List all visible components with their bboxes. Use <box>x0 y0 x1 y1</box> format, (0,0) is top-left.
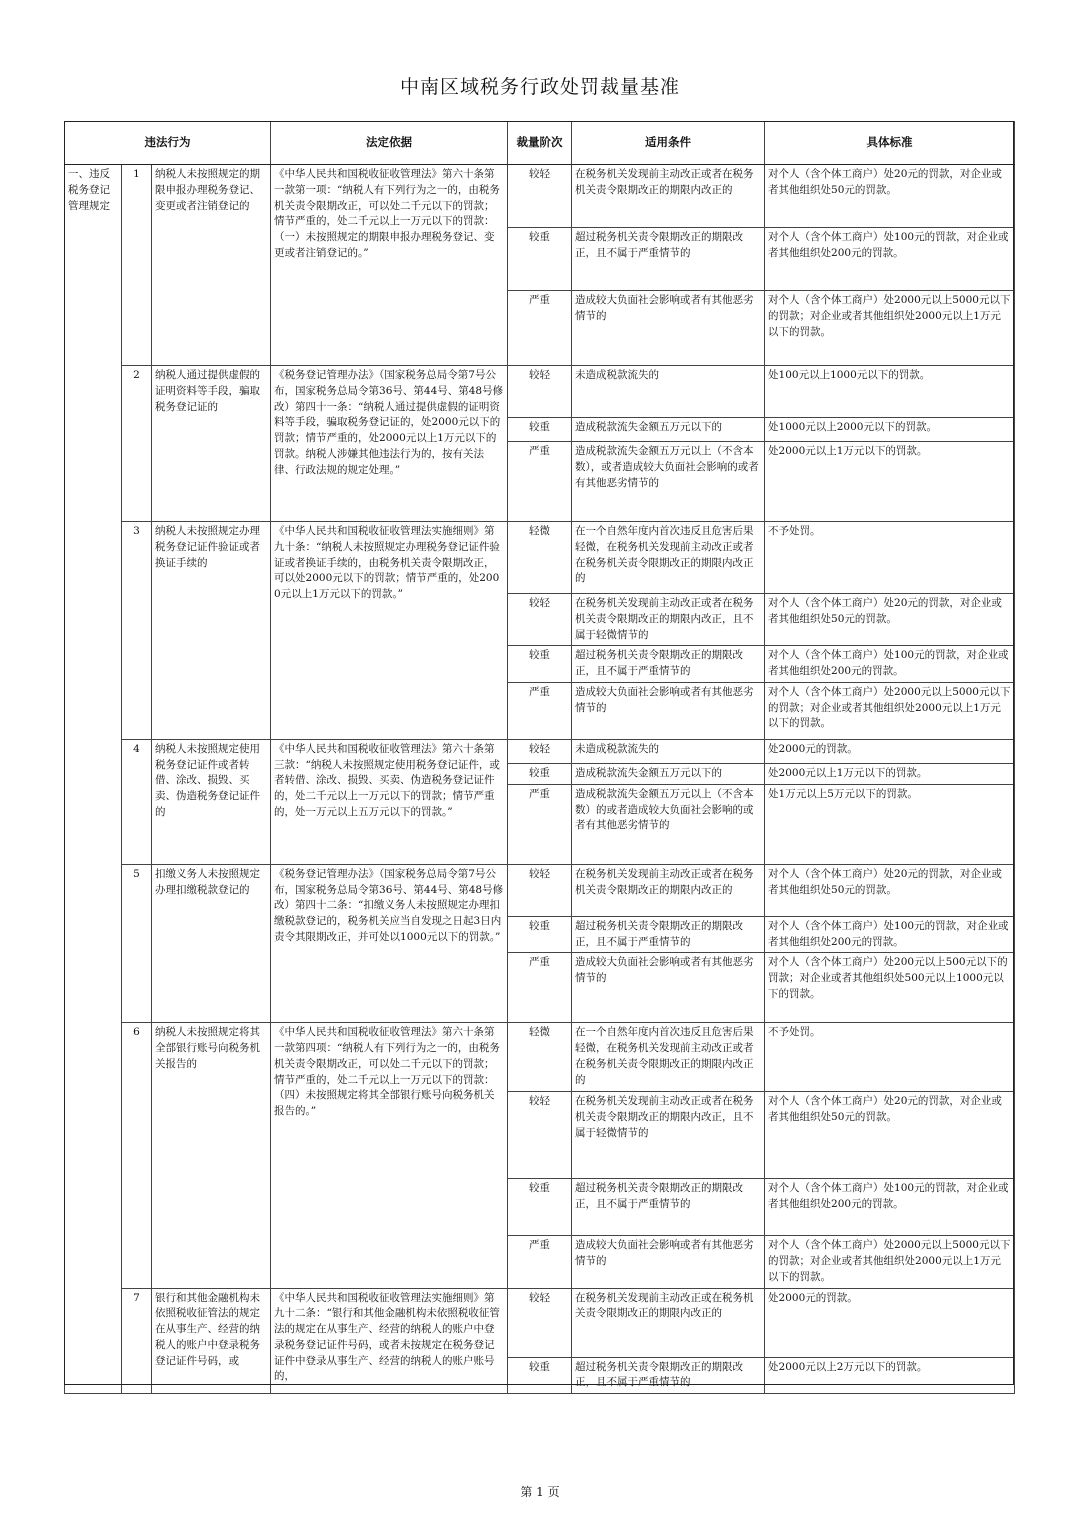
item-number: 5 <box>122 864 152 1023</box>
level-cell: 轻微 <box>508 522 572 594</box>
condition-cell: 在税务机关发现前主动改正或者在税务机关责令限期改正的期限内改正，且不属于轻微情节的 <box>572 1092 765 1179</box>
condition-cell: 造成较大负面社会影响或者有其他恶劣情节的 <box>572 953 765 1023</box>
table-row <box>65 165 1015 228</box>
level-cell: 较重 <box>508 646 572 683</box>
level-cell: 严重 <box>508 953 572 1023</box>
standard-cell: 不予处罚。 <box>765 522 1015 594</box>
item-number: 7 <box>122 1288 152 1394</box>
standard-cell: 处2000元的罚款。 <box>765 1288 1015 1357</box>
condition-cell: 超过税务机关责令限期改正的期限改正，且不属于严重情节的 <box>572 916 765 953</box>
standard-cell: 不予处罚。 <box>765 1023 1015 1092</box>
page-title: 中南区域税务行政处罚裁量基准 <box>399 76 680 98</box>
basis-cell: 《中华人民共和国税收征收管理法实施细则》第九十二条：“银行和其他金融机构未依照税收征管法的规定在从事生产、经营的纳税人的账户中登录税务登记证件号码，或者未按规定在税务登记证件中登录从事生产、经营的纳税人的账户账号的， <box>271 1288 508 1394</box>
table-row <box>65 864 1015 916</box>
standard-cell: 对个人（含个体工商户）处2000元以上5000元以下的罚款；对企业或者其他组织处2000元以上1万元以下的罚款。 <box>765 682 1015 739</box>
level-cell: 严重 <box>508 442 572 522</box>
basis-cell: 《税务登记管理办法》（国家税务总局令第7号公布，国家税务总局令第36号、第44号、第48号修改）第四十二条：“扣缴义务人未按照规定办理扣缴税款登记的，税务机关应当自发现之日起3日内责令其限期改正，并可处以1000元以下的罚款。” <box>271 864 508 1023</box>
item-number: 6 <box>122 1023 152 1288</box>
standard-cell: 对个人（含个体工商户）处20元的罚款，对企业或者其他组织处50元的罚款。 <box>765 864 1015 916</box>
condition-cell: 造成较大负面社会影响或者有其他恶劣情节的 <box>572 291 765 366</box>
behavior-cell: 纳税人未按照规定办理税务登记证件验证或者换证手续的 <box>152 522 271 740</box>
standard-cell: 处2000元以上2万元以下的罚款。 <box>765 1357 1015 1394</box>
behavior-cell: 纳税人未按照规定使用税务登记证件或者转借、涂改、损毁、买卖、伪造税务登记证件的 <box>152 739 271 864</box>
standard-cell: 对个人（含个体工商户）处2000元以上5000元以下的罚款；对企业或者其他组织处2000元以上1万元以下的罚款。 <box>765 291 1015 366</box>
condition-cell: 造成税款流失金额五万元以上（不含本数），或者造成较大负面社会影响的或者有其他恶劣情节的 <box>572 442 765 522</box>
level-cell: 较重 <box>508 763 572 784</box>
level-cell: 较重 <box>508 1357 572 1394</box>
condition-cell: 超过税务机关责令限期改正的期限改正，且不属于严重情节的 <box>572 1179 765 1236</box>
level-cell: 较轻 <box>508 594 572 646</box>
standard-cell: 对个人（含个体工商户）处20元的罚款，对企业或者其他组织处50元的罚款。 <box>765 594 1015 646</box>
level-cell: 较重 <box>508 418 572 442</box>
header-standard: 具体标准 <box>765 122 1015 165</box>
condition-cell: 造成税款流失金额五万元以下的 <box>572 418 765 442</box>
standard-cell: 对个人（含个体工商户）处100元的罚款，对企业或者其他组织处200元的罚款。 <box>765 916 1015 953</box>
standard-cell: 对个人（含个体工商户）处100元的罚款，对企业或者其他组织处200元的罚款。 <box>765 228 1015 291</box>
condition-cell: 在税务机关发现前主动改正或者在税务机关责令限期改正的期限内改正的 <box>572 864 765 916</box>
level-cell: 严重 <box>508 682 572 739</box>
level-cell: 严重 <box>508 784 572 864</box>
standard-cell: 处2000元以上1万元以下的罚款。 <box>765 442 1015 522</box>
level-cell: 轻微 <box>508 1023 572 1092</box>
header-behavior: 违法行为 <box>65 122 271 165</box>
level-cell: 较重 <box>508 916 572 953</box>
standard-cell: 对个人（含个体工商户）处20元的罚款，对企业或者其他组织处50元的罚款。 <box>765 165 1015 228</box>
condition-cell: 未造成税款流失的 <box>572 739 765 763</box>
condition-cell: 在一个自然年度内首次违反且危害后果轻微，在税务机关发现前主动改正或者在税务机关责令限期改正的期限内改正的 <box>572 522 765 594</box>
table-header-row <box>65 122 1015 165</box>
standard-cell: 对个人（含个体工商户）处200元以上500元以下的罚款；对企业或者其他组织处500元以上1000元以下的罚款。 <box>765 953 1015 1023</box>
basis-cell: 《中华人民共和国税收征收管理法实施细则》第九十条：“纳税人未按照规定办理税务登记证件验证或者换证手续的，由税务机关责令限期改正，可以处2000元以下的罚款；情节严重的，处2000元以上1万元以下的罚款。” <box>271 522 508 740</box>
level-cell: 较轻 <box>508 864 572 916</box>
level-cell: 较轻 <box>508 1288 572 1357</box>
table-row <box>65 1023 1015 1092</box>
header-basis: 法定依据 <box>271 122 508 165</box>
condition-cell: 超过税务机关责令限期改正的期限改正，且不属于严重情节的 <box>572 1357 765 1394</box>
behavior-cell: 纳税人未按照规定的期限申报办理税务登记、变更或者注销登记的 <box>152 165 271 366</box>
table-row <box>65 739 1015 763</box>
condition-cell: 在税务机关发现前主动改正或者在税务机关责令限期改正的期限内改正的 <box>572 165 765 228</box>
condition-cell: 超过税务机关责令限期改正的期限改正，且不属于严重情节的 <box>572 646 765 683</box>
level-cell: 较轻 <box>508 366 572 418</box>
standard-cell: 对个人（含个体工商户）处100元的罚款，对企业或者其他组织处200元的罚款。 <box>765 646 1015 683</box>
table-row <box>65 522 1015 594</box>
level-cell: 较轻 <box>508 165 572 228</box>
basis-cell: 《中华人民共和国税收征收管理法》第六十条第一款第一项：“纳税人有下列行为之一的，由税务机关责令限期改正，可以处二千元以下的罚款；情节严重的，处二千元以上一万元以下的罚款：（一）未按照规定的期限申报办理税务登记、变更或者注销登记的。” <box>271 165 508 366</box>
category-cell: 一、违反税务登记管理规定 <box>65 165 122 1394</box>
condition-cell: 在税务机关发现前主动改正或者在税务机关责令限期改正的期限内改正，且不属于轻微情节的 <box>572 594 765 646</box>
standard-cell: 对个人（含个体工商户）处100元的罚款，对企业或者其他组织处200元的罚款。 <box>765 1179 1015 1236</box>
condition-cell: 造成税款流失金额五万元以上（不含本数）的或者造成较大负面社会影响的或者有其他恶劣情节的 <box>572 784 765 864</box>
condition-cell: 未造成税款流失的 <box>572 366 765 418</box>
condition-cell: 在一个自然年度内首次违反且危害后果轻微，在税务机关发现前主动改正或者在税务机关责令限期改正的期限内改正的 <box>572 1023 765 1092</box>
table-row <box>65 366 1015 418</box>
standard-cell: 处1000元以上2000元以下的罚款。 <box>765 418 1015 442</box>
condition-cell: 造成较大负面社会影响或者有其他恶劣情节的 <box>572 682 765 739</box>
header-level: 裁量阶次 <box>508 122 572 165</box>
item-number: 3 <box>122 522 152 740</box>
condition-cell: 超过税务机关责令限期改正的期限改正，且不属于严重情节的 <box>572 228 765 291</box>
level-cell: 较重 <box>508 228 572 291</box>
basis-cell: 《中华人民共和国税收征收管理法》第六十条第一款第四项：“纳税人有下列行为之一的，由税务机关责令限期改正，可以处二千元以下的罚款；情节严重的，处二千元以上一万元以下的罚款：（四）未按照规定将其全部银行账号向税务机关报告的。” <box>271 1023 508 1288</box>
condition-cell: 在税务机关发现前主动改正或在税务机关责令限期改正的期限内改正的 <box>572 1288 765 1357</box>
standard-cell: 对个人（含个体工商户）处2000元以上5000元以下的罚款；对企业或者其他组织处2000元以上1万元以下的罚款。 <box>765 1236 1015 1288</box>
behavior-cell: 纳税人通过提供虚假的证明资料等手段，骗取税务登记证的 <box>152 366 271 522</box>
page-number: 第 1 页 <box>520 1485 560 1499</box>
header-condition: 适用条件 <box>572 122 765 165</box>
item-number: 1 <box>122 165 152 366</box>
standard-cell: 处100元以上1000元以下的罚款。 <box>765 366 1015 418</box>
level-cell: 严重 <box>508 291 572 366</box>
standard-cell: 处2000元的罚款。 <box>765 739 1015 763</box>
basis-cell: 《税务登记管理办法》（国家税务总局令第7号公布，国家税务总局令第36号、第44号、第48号修改）第四十一条：“纳税人通过提供虚假的证明资料等手段，骗取税务登记证的，处2000元以下的罚款；情节严重的，处2000元以上1万元以下的罚款。纳税人涉嫌其他违法行为的，按有关法律、行政法规的规定处理。” <box>271 366 508 522</box>
standard-cell: 处1万元以上5万元以下的罚款。 <box>765 784 1015 864</box>
item-number: 4 <box>122 739 152 864</box>
basis-cell: 《中华人民共和国税收征收管理法》第六十条第三款：“纳税人未按照规定使用税务登记证件，或者转借、涂改、损毁、买卖、伪造税务登记证件的，处二千元以上一万元以下的罚款；情节严重的，处一万元以上五万元以下的罚款。” <box>271 739 508 864</box>
level-cell: 严重 <box>508 1236 572 1288</box>
level-cell: 较轻 <box>508 739 572 763</box>
standard-cell: 处2000元以上1万元以下的罚款。 <box>765 763 1015 784</box>
table-row <box>65 1288 1015 1357</box>
behavior-cell: 纳税人未按照规定将其全部银行账号向税务机关报告的 <box>152 1023 271 1288</box>
level-cell: 较重 <box>508 1179 572 1236</box>
behavior-cell: 扣缴义务人未按照规定办理扣缴税款登记的 <box>152 864 271 1023</box>
condition-cell: 造成税款流失金额五万元以下的 <box>572 763 765 784</box>
standard-cell: 对个人（含个体工商户）处20元的罚款，对企业或者其他组织处50元的罚款。 <box>765 1092 1015 1179</box>
condition-cell: 造成较大负面社会影响或者有其他恶劣情节的 <box>572 1236 765 1288</box>
behavior-cell: 银行和其他金融机构未依照税收征管法的规定在从事生产、经营的纳税人的账户中登录税务登记证件号码，或 <box>152 1288 271 1394</box>
level-cell: 较轻 <box>508 1092 572 1179</box>
penalty-table <box>64 121 1015 1394</box>
item-number: 2 <box>122 366 152 522</box>
